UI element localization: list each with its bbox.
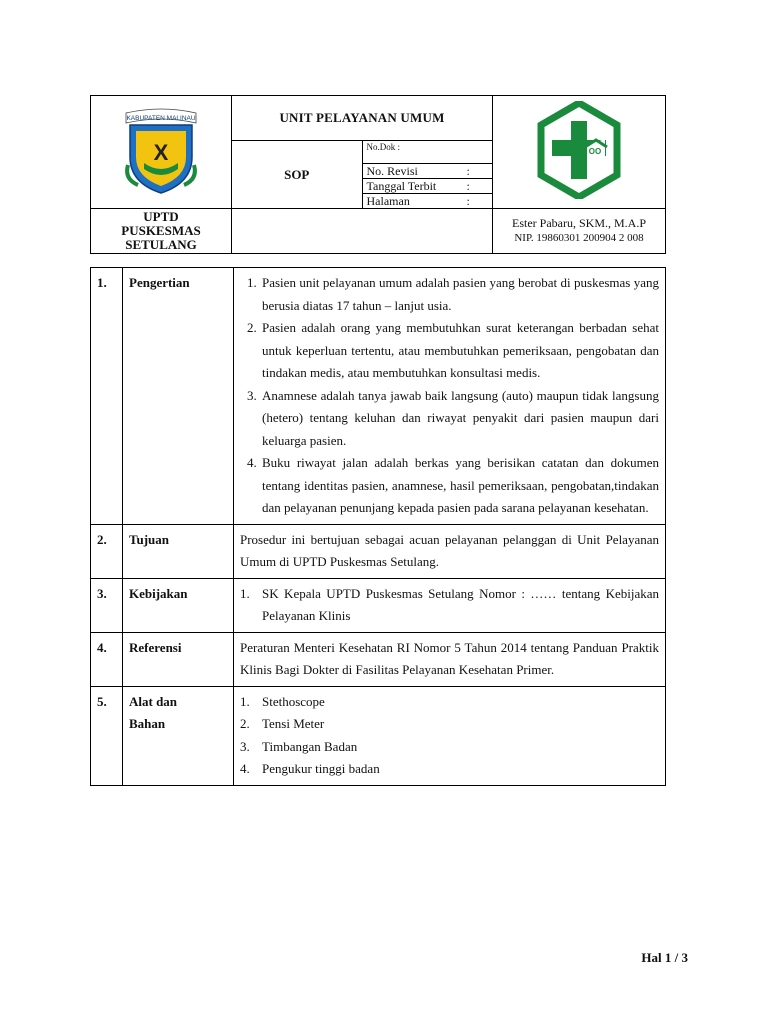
section-number: 4. xyxy=(91,632,123,686)
sop-label: SOP xyxy=(232,141,363,209)
list-item: 3. Anamnese adalah tanya jawab baik langsung (auto) maupun tidak langsung (hetero) tentang keluhan dan riwayat penyakit dari pasien maupun dari keluarga pasien. xyxy=(260,385,659,453)
section-row-alat-dan-bahan xyxy=(91,686,666,785)
section-row-pengertian xyxy=(91,268,666,525)
list-item: 1. Pasien unit pelayanan umum adalah pasien yang berobat di puskesmas yang berusia diatas 17 tahun – lanjut usia. xyxy=(260,272,659,317)
no-dok-field: No.Dok : xyxy=(362,141,493,164)
list-item: 3. Timbangan Badan xyxy=(240,738,358,754)
puskesmas-logo xyxy=(537,101,621,199)
puskesmas-logo-cell xyxy=(493,96,666,209)
kabupaten-logo-cell xyxy=(91,96,232,209)
svg-text:OO: OO xyxy=(588,146,602,156)
section-number: 1. xyxy=(91,268,123,525)
section-label: Pengertian xyxy=(123,268,234,525)
section-content: Prosedur ini bertujuan sebagai acuan pelayanan pelanggan di Unit Pelayanan Umum di UPTD Puskesmas Setulang. xyxy=(234,524,666,578)
list-item: 1. Stethoscope xyxy=(240,693,325,709)
section-label: Alat dan Bahan xyxy=(123,686,234,785)
list-item: 1. SK Kepala UPTD Puskesmas Setulang Nomor : …… tentang Kebijakan Pelayanan Klinis xyxy=(240,585,659,623)
section-row-referensi xyxy=(91,632,666,686)
page-number: Hal 1 / 3 xyxy=(641,950,688,965)
section-content xyxy=(234,268,666,525)
section-number: 3. xyxy=(91,578,123,632)
organization-name: UPTD PUSKESMAS SETULANG xyxy=(91,209,232,254)
section-label: Kebijakan xyxy=(123,578,234,632)
section-label: Tujuan xyxy=(123,524,234,578)
empty-cell xyxy=(232,209,493,254)
svg-text:X: X xyxy=(153,139,169,165)
halaman-field: Halaman : xyxy=(362,194,493,209)
signer-name: Ester Pabaru, SKM., M.A.P xyxy=(512,216,646,230)
svg-text:KABUPATEN MALINAU: KABUPATEN MALINAU xyxy=(126,114,196,122)
list-item: 2. Tensi Meter xyxy=(240,716,325,731)
tanggal-terbit-field: Tanggal Terbit : xyxy=(362,179,493,194)
kabupaten-malinau-logo xyxy=(116,105,206,195)
section-content xyxy=(234,578,666,632)
document-title: UNIT PELAYANAN UMUM xyxy=(232,96,493,141)
list-item: 4. Buku riwayat jalan adalah berkas yang berisikan catatan dan dokumen tentang identitas pasien, anamnese, hasil pemeriksaan, pengobatan,tindakan dan pelayanan penunjang kepada pasien pada sarana pelayanan kesehatan. xyxy=(260,452,659,520)
list-item: 2. Pasien adalah orang yang membutuhkan surat keterangan berbadan sehat untuk keperluan tertentu, atau membutuhkan pemeriksaan, pengobatan dan tindakan medis, atau membutuhkan konsultasi medis. xyxy=(260,317,659,385)
section-content: Peraturan Menteri Kesehatan RI Nomor 5 Tahun 2014 tentang Panduan Praktik Klinis Bagi Dokter di Fasilitas Pelayanan Kesehatan Primer. xyxy=(234,632,666,686)
section-content xyxy=(234,686,666,785)
section-label: Referensi xyxy=(123,632,234,686)
sop-header-table xyxy=(90,95,666,254)
signer-nip: NIP. 19860301 200904 2 008 xyxy=(514,232,644,244)
sop-content-table xyxy=(90,267,666,786)
section-row-kebijakan xyxy=(91,578,666,632)
section-number: 5. xyxy=(91,686,123,785)
signer-block xyxy=(493,209,666,254)
section-number: 2. xyxy=(91,524,123,578)
no-revisi-field: No. Revisi : xyxy=(362,164,493,179)
section-row-tujuan xyxy=(91,524,666,578)
list-item: 4. Pengukur tinggi badan xyxy=(240,761,380,776)
